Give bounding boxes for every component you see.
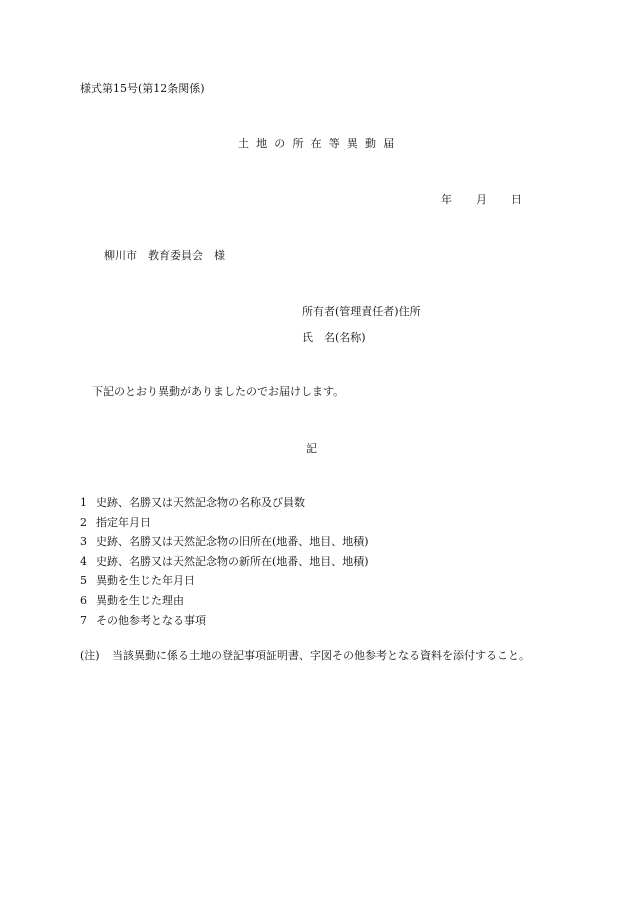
list-item — [80, 516, 369, 536]
note-label: (注) — [80, 649, 100, 662]
list-item — [80, 574, 369, 594]
list-item — [80, 496, 369, 516]
item-number: 5 — [80, 574, 87, 588]
item-list — [80, 496, 369, 633]
note — [80, 649, 530, 662]
item-number: 3 — [80, 535, 87, 549]
item-number: 4 — [80, 554, 87, 568]
item-text: その他参考となる事項 — [96, 613, 206, 627]
form-number: 様式第15号(第12条関係) — [80, 82, 205, 95]
item-number: 7 — [80, 613, 87, 627]
list-item — [80, 555, 369, 575]
item-text: 指定年月日 — [96, 515, 151, 529]
owner-name-label: 氏 名(名称) — [302, 331, 366, 344]
intro-text: 下記のとおり異動がありましたのでお届けします。 — [92, 385, 345, 398]
owner-address-label: 所有者(管理責任者)住所 — [302, 305, 421, 318]
list-item — [80, 535, 369, 555]
item-text: 史跡、名勝又は天然記念物の新所在(地番、地目、地積) — [96, 554, 369, 568]
date-year-label: 年 — [441, 193, 452, 206]
item-text: 異動を生じた年月日 — [96, 574, 195, 588]
item-text: 史跡、名勝又は天然記念物の旧所在(地番、地目、地積) — [96, 535, 369, 549]
item-text: 史跡、名勝又は天然記念物の名称及び員数 — [96, 496, 305, 509]
ki-heading: 記 — [306, 442, 317, 455]
list-item — [80, 614, 369, 634]
note-text: 当該異動に係る土地の登記事項証明書、字図その他参考となる資料を添付すること。 — [112, 649, 530, 662]
document-title: 土地の所在等異動届 — [238, 137, 402, 150]
item-number: 2 — [80, 515, 87, 529]
addressee: 柳川市 教育委員会 様 — [104, 249, 225, 262]
item-text: 異動を生じた理由 — [96, 593, 184, 607]
item-number: 1 — [80, 496, 87, 509]
date-month-label: 月 — [476, 193, 487, 206]
item-number: 6 — [80, 593, 87, 607]
date-line — [441, 193, 522, 206]
list-item — [80, 594, 369, 614]
date-day-label: 日 — [511, 193, 522, 206]
